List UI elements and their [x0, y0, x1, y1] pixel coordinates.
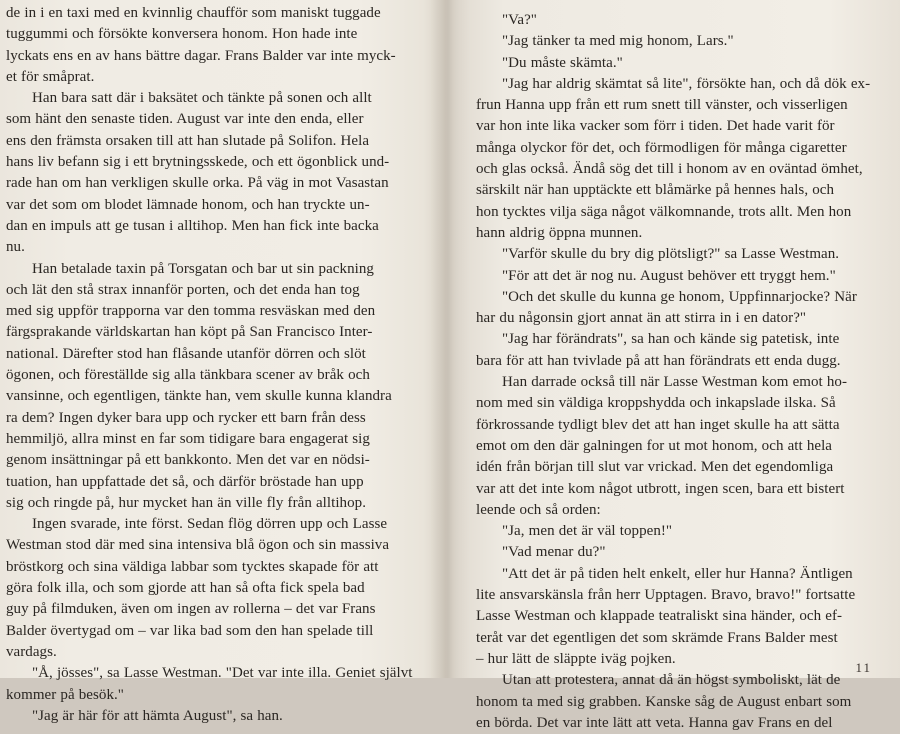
text-line: ögonen, och föreställde sig alla tänkbara scener av bråk och	[6, 367, 370, 384]
text-line: "För att det är nog nu. August behöver ett tryggt hem."	[502, 267, 836, 284]
text-line: Lasse Westman och klappade teatraliskt sina händer, och ef-	[476, 608, 843, 625]
text-line: sig och ringde på, hur mycket han än ville fly från alltihop.	[6, 494, 366, 511]
left-page	[0, 0, 448, 724]
page-number: 11	[855, 660, 872, 675]
text-line: Utan att protestera, annat då än högst symboliskt, lät de	[502, 672, 841, 689]
text-line: hans liv befann sig i ett brytningsskede, och ett ögonblick und-	[6, 154, 390, 171]
text-line: färgsprakande världskartan han köpt på San Francisco Inter-	[6, 324, 373, 341]
text-line: "Och det skulle du kunna ge honom, Uppfinnarjocke? När	[502, 288, 857, 305]
text-line: var det som om blodet lämnade honom, och han tryckte un-	[6, 196, 370, 213]
text-line: dan en impuls att ge tusan i alltihop. Men han fick inte backa	[6, 217, 379, 234]
text-line: "Varför skulle du bry dig plötsligt?" sa Lasse Westman.	[502, 246, 840, 263]
text-line: en börda. Det var inte lätt att veta. Hanna gav Frans en del	[476, 714, 833, 731]
text-line: många olyckor för det, och förmodligen för många cigaretter	[476, 139, 847, 156]
text-line: tuggummi och försökte konversera honom. Hon hade inte	[6, 26, 358, 43]
text-line: nu.	[6, 239, 25, 256]
text-line: "Ja, men det är väl toppen!"	[502, 523, 673, 540]
text-line: var att det inte kom något utbrott, ingen scen, bara ett bistert	[476, 480, 845, 497]
text-line: Han bara satt där i baksätet och tänkte på sonen och allt	[32, 90, 372, 107]
text-line: har du någonsin gjort annat än att stirra in i en dator?"	[476, 310, 807, 327]
text-line: lite ansvarskänsla från herr Upptagen. Bravo, bravo!" fortsatte	[476, 587, 856, 604]
text-line: särskilt när han upptäckte ett blåmärke på hennes hals, och	[476, 182, 835, 199]
text-line: göra folk illa, och som gjorde att han så ofta fick spela bad	[6, 580, 365, 597]
text-line: hon tycktes vilja säga något välkomnande, trots allt. Men hon	[476, 203, 852, 220]
text-line: bröstkorg och sina väldiga labbar som tycktes skapade för att	[6, 558, 379, 575]
text-line: hann aldrig öppna munnen.	[476, 224, 643, 241]
text-line: Balder övertygad om – var lika bad som den han spelade till	[6, 622, 374, 639]
right-page	[452, 0, 900, 731]
text-line: de in i en taxi med en kvinnlig chaufför som maniskt tuggade	[6, 5, 381, 21]
text-line: nom med sin väldiga kroppshydda och inkapslade ilska. Så	[476, 395, 836, 412]
text-line: förkrossande tydligt blev det att han inget skulle ha att sätta	[476, 416, 840, 433]
text-line: med sig uppför trapporna var den tomma resväskan med den	[6, 303, 376, 320]
text-line: "Jag har aldrig skämtat så lite", försökte han, och då dök ex-	[502, 75, 871, 92]
text-line: hemmiljö, allra minst en far som tidigare bara engagerat sig	[6, 430, 370, 447]
text-line: "Att det är på tiden helt enkelt, eller hur Hanna? Äntligen	[502, 565, 853, 582]
text-line: honom ta med sig grabben. Kanske såg de August enbart som	[476, 693, 852, 710]
text-line: som hänt den senaste tiden. August var inte den enda, eller	[6, 111, 364, 128]
text-line: leende och så orden:	[476, 501, 601, 518]
text-line: guy på filmduken, även om ingen av rollerna – det var Frans	[6, 601, 376, 618]
text-line: "Jag tänker ta med mig honom, Lars."	[502, 33, 734, 50]
left-page-text	[6, 3, 413, 727]
text-line: genom insättningar på ett bankkonto. Men det var en nödsi-	[6, 452, 370, 469]
text-line: ens den främsta orsaken till att han slutade på Solifon. Hela	[6, 132, 370, 149]
text-line: bara för att han tvivlade på att han förändrats ett enda dugg.	[476, 352, 841, 369]
text-line: et för småprat.	[6, 68, 95, 85]
text-line: vardags.	[6, 643, 57, 660]
text-line: ra dem? Ingen dyker bara upp och rycker ett barn från dess	[6, 409, 366, 426]
text-line: var hon inte lika vacker som förr i tiden. Det hade varit för	[476, 118, 835, 135]
text-line: "Å, jösses", sa Lasse Westman. "Det var inte illa. Geniet självt	[32, 665, 413, 682]
text-line: "Vad menar du?"	[502, 544, 606, 561]
text-line: och lät den stå strax innanför porten, och det enda han tog	[6, 281, 360, 298]
text-line: Westman stod där med sina intensiva blå ögon och sin massiva	[6, 537, 390, 554]
text-line: Han betalade taxin på Torsgatan och bar ut sin packning	[32, 260, 374, 277]
right-page-text	[476, 10, 871, 734]
text-line: "Du måste skämta."	[502, 54, 623, 71]
text-line: lyckats ens en av hans bättre dagar. Frans Balder var inte myck-	[6, 47, 396, 64]
text-line: "Jag har förändrats", sa han och kände sig patetisk, inte	[502, 331, 840, 348]
text-line: "Jag är här för att hämta August", sa han.	[32, 707, 283, 724]
text-line: vansinne, och egentligen, tänkte han, vem skulle kunna klandra	[6, 388, 392, 405]
text-line: frun Hanna upp från ett rum snett till vänster, och visserligen	[476, 97, 848, 114]
text-line: Ingen svarade, inte först. Sedan flög dörren upp och Lasse	[32, 516, 388, 533]
text-line: idén från början till slut var vrickad. Men det egendomliga	[476, 459, 834, 476]
text-line: Han darrade också till när Lasse Westman kom emot ho-	[502, 374, 848, 391]
text-line: emot om den där galningen for ut mot honom, och att hela	[476, 437, 833, 454]
text-line: kommer på besök."	[6, 686, 124, 703]
text-line: tuation, han uppfattade det så, och därför bröstade han upp	[6, 473, 364, 490]
text-line: – hur lätt de släppte iväg pojken.	[476, 650, 676, 667]
text-line: "Va?"	[502, 12, 537, 28]
text-line: och glas också. Ändå sög det till i honom av en oväntad ömhet,	[476, 161, 863, 178]
text-line: national. Därefter stod han flåsande utanför dörren och slöt	[6, 345, 366, 362]
text-line: teråt var det egentligen det som skrämde Frans Balder mest	[476, 629, 838, 646]
text-line: rade han om han verkligen skulle orka. På väg in mot Vasastan	[6, 175, 389, 192]
